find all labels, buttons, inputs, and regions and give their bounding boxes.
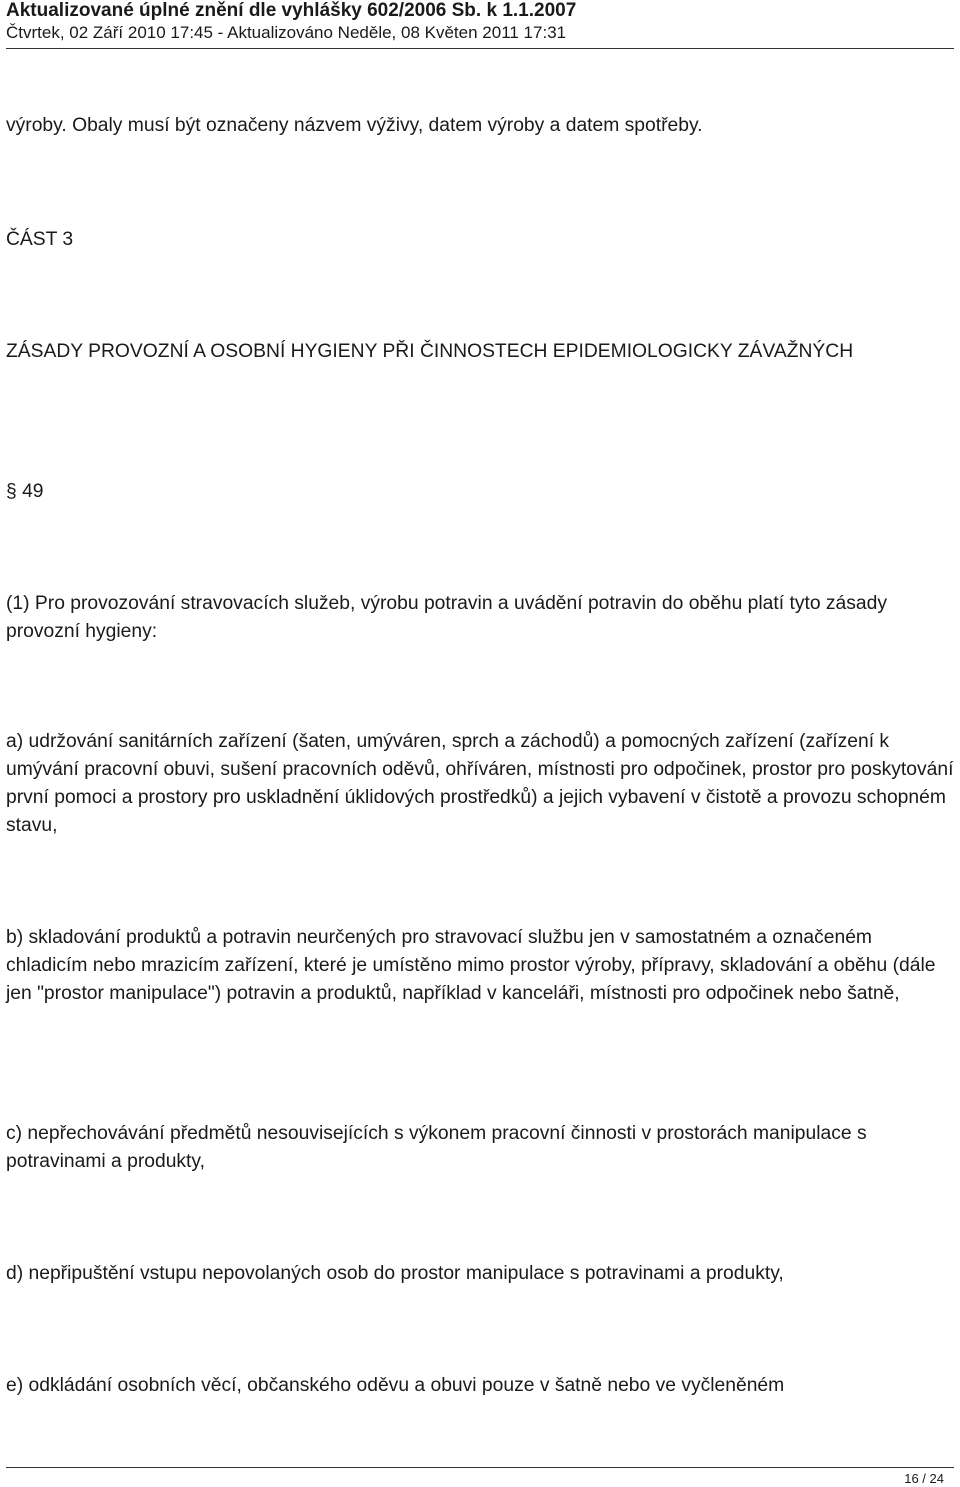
footer-divider (6, 1467, 954, 1468)
document-timestamp: Čtvrtek, 02 Září 2010 17:45 - Aktualizováno Neděle, 08 Květen 2011 17:31 (6, 23, 567, 42)
part-title: ZÁSADY PROVOZNÍ A OSOBNÍ HYGIENY PŘI ČINNOSTECH EPIDEMIOLOGICKY ZÁVAŽNÝCH (6, 341, 854, 362)
page-header (6, 0, 954, 44)
list-item-b: b) skladování produktů a potravin neurčených pro stravovací službu jen v samostatném a označeném chladicím nebo mrazicím zařízení, které je umístěno mimo prostor výroby, přípravy, skladování a oběhu (dále jen "prostor manipulace") potravin a produktů, například v kanceláři, místnosti pro odpočinek nebo šatně, (6, 927, 936, 1004)
list-item-a: a) udržování sanitárních zařízení (šaten, umýváren, sprch a záchodů) a pomocných zařízení (zařízení k umývání pracovní obuvi, sušení pracovních oděvů, ohříváren, místnosti pro odpočinek, prostor pro poskytování první pomoci a prostory pro uskladnění úklidových prostředků) a jejich vybavení v čistotě a provozu schopném stavu, (6, 731, 954, 836)
page-number: 16 / 24 (904, 1471, 944, 1486)
header-divider (6, 48, 954, 49)
part-heading: ČÁST 3 (6, 229, 74, 250)
list-item-d: d) nepřipuštění vstupu nepovolaných osob do prostor manipulace s potravinami a produkty, (6, 1263, 784, 1284)
list-item-c: c) nepřechovávání předmětů nesouvisejících s výkonem pracovní činnosti v prostorách manipulace s potravinami a produkty, (6, 1123, 867, 1172)
section-number: § 49 (6, 481, 44, 502)
intro-text: výroby. Obaly musí být označeny názvem výživy, datem výroby a datem spotřeby. (6, 115, 703, 136)
document-title: Aktualizované úplné znění dle vyhlášky 602/2006 Sb. k 1.1.2007 (6, 0, 577, 21)
list-item-e: e) odkládání osobních věcí, občanského oděvu a obuvi pouze v šatně nebo ve vyčleněném (6, 1375, 785, 1396)
paragraph-1: (1) Pro provozování stravovacích služeb, výrobu potravin a uvádění potravin do oběhu platí tyto zásady provozní hygieny: (6, 593, 888, 642)
